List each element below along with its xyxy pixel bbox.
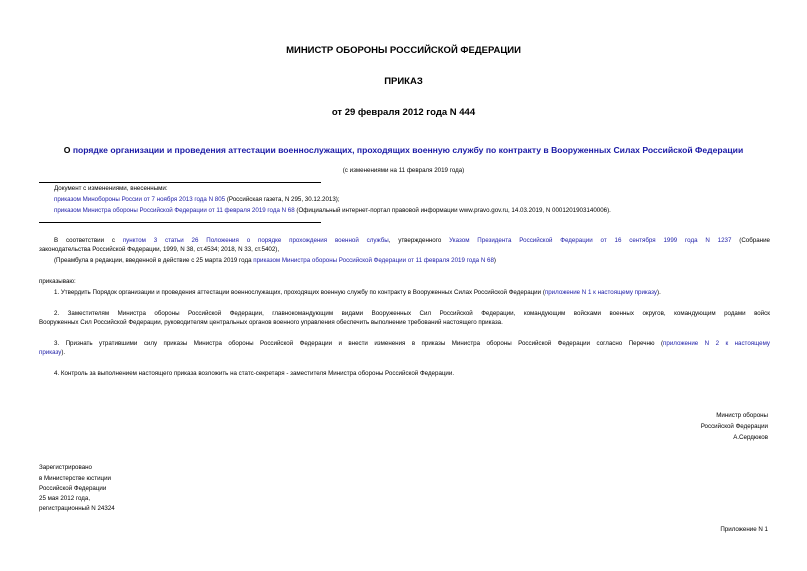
appendix-label: Приложение N 1 [720, 526, 768, 533]
document-title [0, 145, 807, 155]
title-link[interactable]: порядке организации и проведения аттестации военнослужащих, проходящих военную службу по контракту в Вооруженных Силах Российской Федерации [72, 145, 744, 155]
item-4: 4. Контроль за выполнением настоящего приказа возложить на статс-секретаря - заместителя Министра обороны Российской Федерации. [54, 370, 455, 377]
amendment-link-2[interactable]: приказом Министра обороны Российской Федерации от 11 февраля 2019 года N 68 [54, 207, 295, 214]
title-prefix: О [63, 145, 73, 155]
registration-line-2: в Министерстве юстиции [39, 475, 112, 482]
item-3-link-part-1[interactable]: приложение N 2 к настоящему [663, 340, 770, 347]
bottom-divider [39, 222, 321, 223]
preamble-line-2: законодательства Российской Федерации, 1999, N 38, ст.4534; 2018, N 33, ст.5402), [39, 246, 280, 253]
item-2-line-2: Вооруженных Сил Российской Федерации, руководителям центральных органов военного управления обеспечить выполнение требований настоящего приказа. [39, 319, 503, 326]
order-word: приказываю: [39, 278, 76, 285]
amendments-intro: Документ с изменениями, внесенными: [54, 185, 168, 192]
item-3-line-2: приказу). [39, 349, 66, 356]
item-1-link[interactable]: приложение N 1 к настоящему приказу [544, 289, 658, 296]
preamble-note-link[interactable]: приказом Министра обороны Российской Федерации от 11 февраля 2019 года N 68 [253, 257, 494, 264]
item-3-line-1: 3. Признать утратившими силу приказы Министра обороны Российской Федерации и внести изменения в приказы Министра обороны Российской Федерации согласно Перечню (приложение N 2 к настоящему [54, 340, 770, 347]
date-number: от 29 февраля 2012 года N 444 [331, 107, 476, 118]
registration-line-4: 25 мая 2012 года, [39, 495, 91, 502]
signature-line-1: Министр обороны [716, 412, 768, 419]
preamble-link-2[interactable]: Указом Президента Российской Федерации от 16 сентября 1999 года N 1237 [449, 237, 732, 244]
item-3-link-part-2[interactable]: приказу [39, 349, 62, 356]
amendment-item-2: приказом Министра обороны Российской Федерации от 11 февраля 2019 года N 68 (Официальный интернет-портал правовой информации www.pravo.gov.ru, 14.03.2019, N 0001201903140006). [54, 207, 611, 214]
registration-line-3: Российской Федерации [39, 485, 107, 492]
signature-name: А.Сердюков [733, 434, 768, 441]
doc-type: ПРИКАЗ [384, 76, 423, 87]
ministry-header: МИНИСТР ОБОРОНЫ РОССИЙСКОЙ ФЕДЕРАЦИИ [286, 45, 521, 56]
amendment-link-1[interactable]: приказом Минобороны России от 7 ноября 2013 года N 805 [54, 196, 226, 203]
signature-line-2: Российской Федерации [700, 423, 768, 430]
top-divider [39, 182, 321, 183]
preamble-link-1[interactable]: пунктом 3 статьи 26 Положения о порядке прохождения военной службы [122, 237, 389, 244]
registration-line-1: Зарегистрировано [39, 464, 92, 471]
changes-note: (с изменениями на 11 февраля 2019 года) [342, 167, 465, 174]
registration-number: регистрационный N 24324 [39, 505, 115, 512]
item-1: 1. Утвердить Порядок организации и проведения аттестации военнослужащих, проходящих военную службу по контракту в Вооруженных Силах Российской Федерации (приложение N 1 к настоящему приказу). [54, 289, 661, 296]
preamble-note: (Преамбула в редакции, введенной в действие с 25 марта 2019 года приказом Министра обороны Российской Федерации от 11 февраля 2019 года N 68) [54, 257, 496, 264]
amendment-item-1: приказом Минобороны России от 7 ноября 2013 года N 805 (Российская газета, N 295, 30.12.2013); [54, 196, 340, 203]
item-2-line-1: 2. Заместителям Министра обороны Российской Федерации, главнокомандующим видами Вооруженных Сил Российской Федерации, командующим войсками военных округов, командующим родами войск [54, 310, 770, 317]
preamble-line-1: В соответствии с пунктом 3 статьи 26 Положения о порядке прохождения военной службы, утвержденного Указом Президента Российской Федерации от 16 сентября 1999 года N 1237 (Собрание [54, 237, 770, 244]
